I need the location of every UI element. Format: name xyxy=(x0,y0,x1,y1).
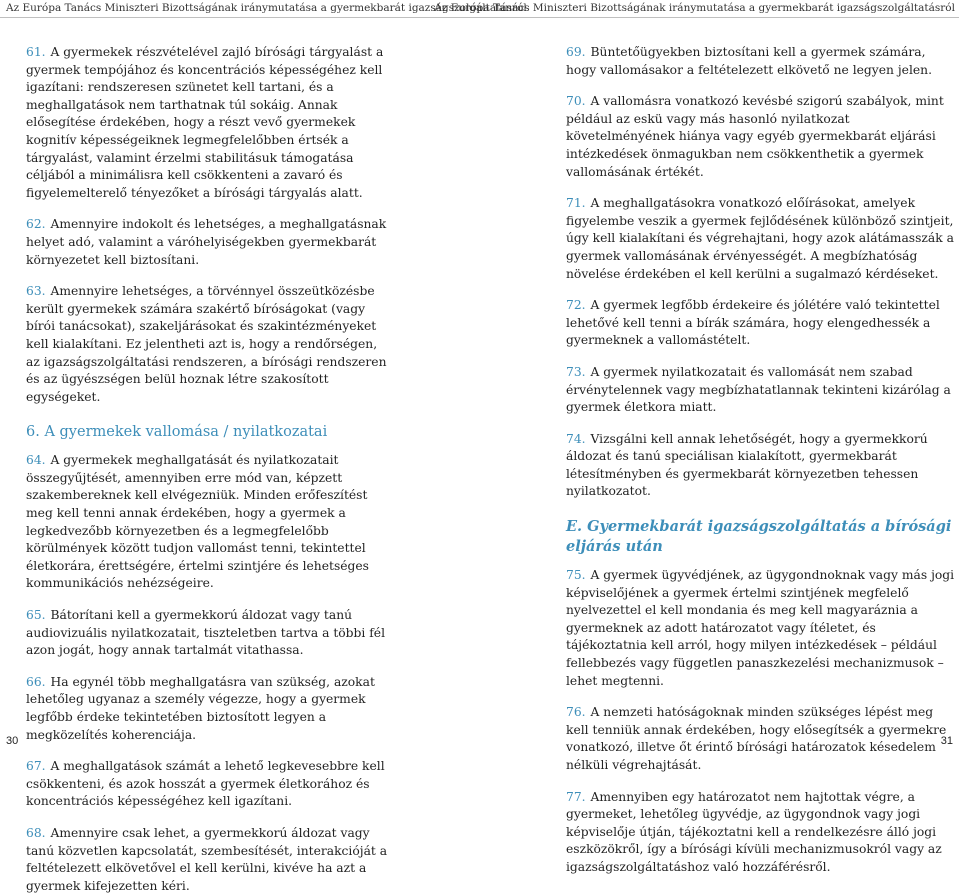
paragraph-number: 65. xyxy=(26,608,46,623)
paragraph-number: 69. xyxy=(566,45,586,59)
paragraph-61 xyxy=(26,44,394,202)
paragraph-67 xyxy=(26,758,394,811)
paragraph-text: A gyermek nyilatkozatait és vallomását nem szabad érvénytelennek vagy megbízhatatlannak tekinteni kizárólag a gyermek életkora miatt. xyxy=(566,364,951,415)
paragraph-number: 75. xyxy=(566,568,586,583)
paragraph-text: A meghallgatásokra vonatkozó előírásokat, amelyek figyelembe veszik a gyermek fejlődésének különböző szintjeit, úgy kell kialakítani és végrehajtani, hogy azok alátámasszák a gyermek vallomásának érvényességét. A megbízhatóság növelése érdekében el kell kerülni a sugalmazó kérdéseket. xyxy=(566,196,954,281)
paragraph-text: Amennyire csak lehet, a gyermekkorú áldozat vagy tanú közvetlen kapcsolatát, szembesítését, interakcióját a feltételezett elkövetővel el kell kerülni, kivéve ha azt a gyermek kifejezetten kéri. xyxy=(26,825,388,893)
paragraph-text: A gyermek ügyvédjének, az ügygondnoknak vagy más jogi képviselőjének a gyermek értelmi szintjének megfelelő nyelvezettel el kell mondania és meg kell magyaráznia a gyermeknek az adott határozatot vagy ítéletet, és tájékoztatnia kell arról, hogy milyen intézkedések – például fellebbezés vagy független panaszkezelési mechanizmusok – lehet megtenni. xyxy=(566,568,955,688)
paragraph-number: 72. xyxy=(566,298,586,313)
page-number-right: 31 xyxy=(940,735,953,747)
paragraph-text: Amennyire lehetséges, a törvénnyel összeütközésbe került gyermekek számára szakértő bíróságokat (vagy bírói tanácsokat), szakeljárásokat és szakintézményeket kell kialakítani. Ez jelentheti azt is, hogy a rendőrségen, az igazságszolgáltatási rendszeren, a bírósági rendszeren és az ügyészségen belül hoznak létre szakosított egységeket. xyxy=(26,284,387,404)
paragraph-65 xyxy=(26,607,394,660)
right-column xyxy=(566,44,955,877)
paragraph-number: 67. xyxy=(26,759,46,774)
paragraph-text: A gyermekek meghallgatását és nyilatkozatait összegyűjtését, amennyiben erre mód van, képzett szakembereknek kell elvégezniük. Minden erőfeszítést meg kell tenni annak érdekében, hogy a gyermek a legkedvezőbb környezetben és a legmegfelelőbb körülmények között tudjon vallomást tenni, tekintettel életkorára, érettségére, értelmi szintjére és lehetséges kommunikációs nehézségeire. xyxy=(26,453,369,591)
left-column xyxy=(26,44,394,895)
paragraph-number: 74. xyxy=(566,431,586,446)
section-heading-6: 6. A gyermekek vallomása / nyilatkozatai xyxy=(26,424,328,441)
paragraph-63 xyxy=(26,283,394,406)
paragraph-text: A gyermekek részvételével zajló bírósági tárgyalást a gyermek tempójához és koncentrációs képességéhez kell igazítani: rendszeresen szünetet kell tartani, és a meghallgatások nem tarthatnak túl sokáig. Annak elősegítése érdekében, hogy a részt vevő gyermekek kognitív képességeiknek legmegfelelőbben értsék a tárgyalást, valamint érzelmi stabilitásuk támogatása céljából a minimálisra kell csökkenteni a zavaró és figyelemelterelő tényezőket a bírósági tárgyalás alatt. xyxy=(26,45,384,200)
paragraph-text: A meghallgatások számát a lehető legkevesebbre kell csökkenteni, és azok hosszát a gyermek életkorához és koncentrációs képességéhez kell igazítani. xyxy=(26,759,385,809)
paragraph-75 xyxy=(566,567,955,690)
paragraph-number: 71. xyxy=(566,196,586,211)
paragraph-number: 68. xyxy=(26,825,46,840)
paragraph-number: 77. xyxy=(566,789,586,804)
paragraph-74 xyxy=(566,431,955,501)
paragraph-62 xyxy=(26,216,394,269)
paragraph-number: 70. xyxy=(566,94,586,109)
paragraph-number: 73. xyxy=(566,364,586,379)
paragraph-text: A nemzeti hatóságoknak minden szükséges lépést meg kell tenniük annak érdekében, hogy elősegítsék a gyermekre vonatkozó, illetve őt érintő bírósági határozatok késedelem nélküli végrehajtását. xyxy=(566,705,947,772)
header-rule xyxy=(0,17,959,18)
paragraph-number: 61. xyxy=(26,45,46,59)
paragraph-number: 76. xyxy=(566,705,586,720)
paragraph-text: Amennyiben egy határozatot nem hajtottak végre, a gyermeket, lehetőleg ügyvédje, az ügygondnok vagy jogi képviselője útján, tájékoztatni kell a rendelkezésre álló jogi eszközökről, így a bírósági kívüli mechanizmusokról vagy az igazságszolgáltatáshoz való hozzáférésről. xyxy=(566,789,942,874)
paragraph-number: 64. xyxy=(26,453,46,468)
paragraph-72 xyxy=(566,297,955,350)
paragraph-64 xyxy=(26,452,394,593)
running-header-right: Az Európa Tanács Miniszteri Bizottságának iránymutatása a gyermekbarát igazságszolgáltatásról xyxy=(434,2,955,14)
paragraph-text: A gyermek legfőbb érdekeire és jólétére való tekintettel lehetővé kell tenni a bírák számára, hogy elengedhessék a gyermeknek a vallomástételt. xyxy=(566,298,940,348)
paragraph-69 xyxy=(566,44,955,79)
paragraph-text: A vallomásra vonatkozó kevésbé szigorú szabályok, mint például az eskü vagy más hasonló nyilatkozat követelményének hiánya vagy egyéb gyermekbarát eljárási intézkedések önmagukban nem csökkenthetik a gyermek vallomásának értékét. xyxy=(566,94,944,179)
paragraph-73 xyxy=(566,364,955,417)
paragraph-66 xyxy=(26,674,394,744)
paragraph-76 xyxy=(566,704,955,774)
paragraph-68 xyxy=(26,825,394,895)
paragraph-text: Büntetőügyekben biztosítani kell a gyermek számára, hogy vallomásakor a feltételezett elkövető ne legyen jelen. xyxy=(566,45,932,77)
paragraph-70 xyxy=(566,93,955,181)
paragraph-number: 66. xyxy=(26,674,46,689)
running-header-left: Az Európa Tanács Miniszteri Bizottságának iránymutatása a gyermekbarát igazságszolgáltatásról xyxy=(6,2,527,14)
paragraph-71 xyxy=(566,195,955,283)
paragraph-text: Bátorítani kell a gyermekkorú áldozat vagy tanú audiovizuális nyilatkozatait, tiszteletben tartva a többi fél azon jogát, hogy annak tartalmát vitathassa. xyxy=(26,608,386,658)
section-heading-e: E. Gyermekbarát igazságszolgáltatás a bírósági eljárás után xyxy=(566,518,952,556)
paragraph-number: 63. xyxy=(26,284,46,299)
paragraph-text: Amennyire indokolt és lehetséges, a meghallgatásnak helyet adó, valamint a váróhelyiségekben gyermekbarát környezetet kell biztosítani. xyxy=(26,217,387,267)
paragraph-number: 62. xyxy=(26,217,46,232)
page-number-left: 30 xyxy=(6,735,19,747)
paragraph-text: Vizsgálni kell annak lehetőségét, hogy a gyermekkorú áldozat és tanú speciálisan kialakított, gyermekbarát létesítményben és gyermekbarát környezetben tehessen nyilatkozatot. xyxy=(566,431,928,499)
paragraph-text: Ha egynél több meghallgatásra van szükség, azokat lehetőleg ugyanaz a személy végezze, hogy a gyermek legfőbb érdeke tekintetében biztosított legyen a megközelítés koherenciája. xyxy=(26,674,375,742)
paragraph-77 xyxy=(566,789,955,877)
